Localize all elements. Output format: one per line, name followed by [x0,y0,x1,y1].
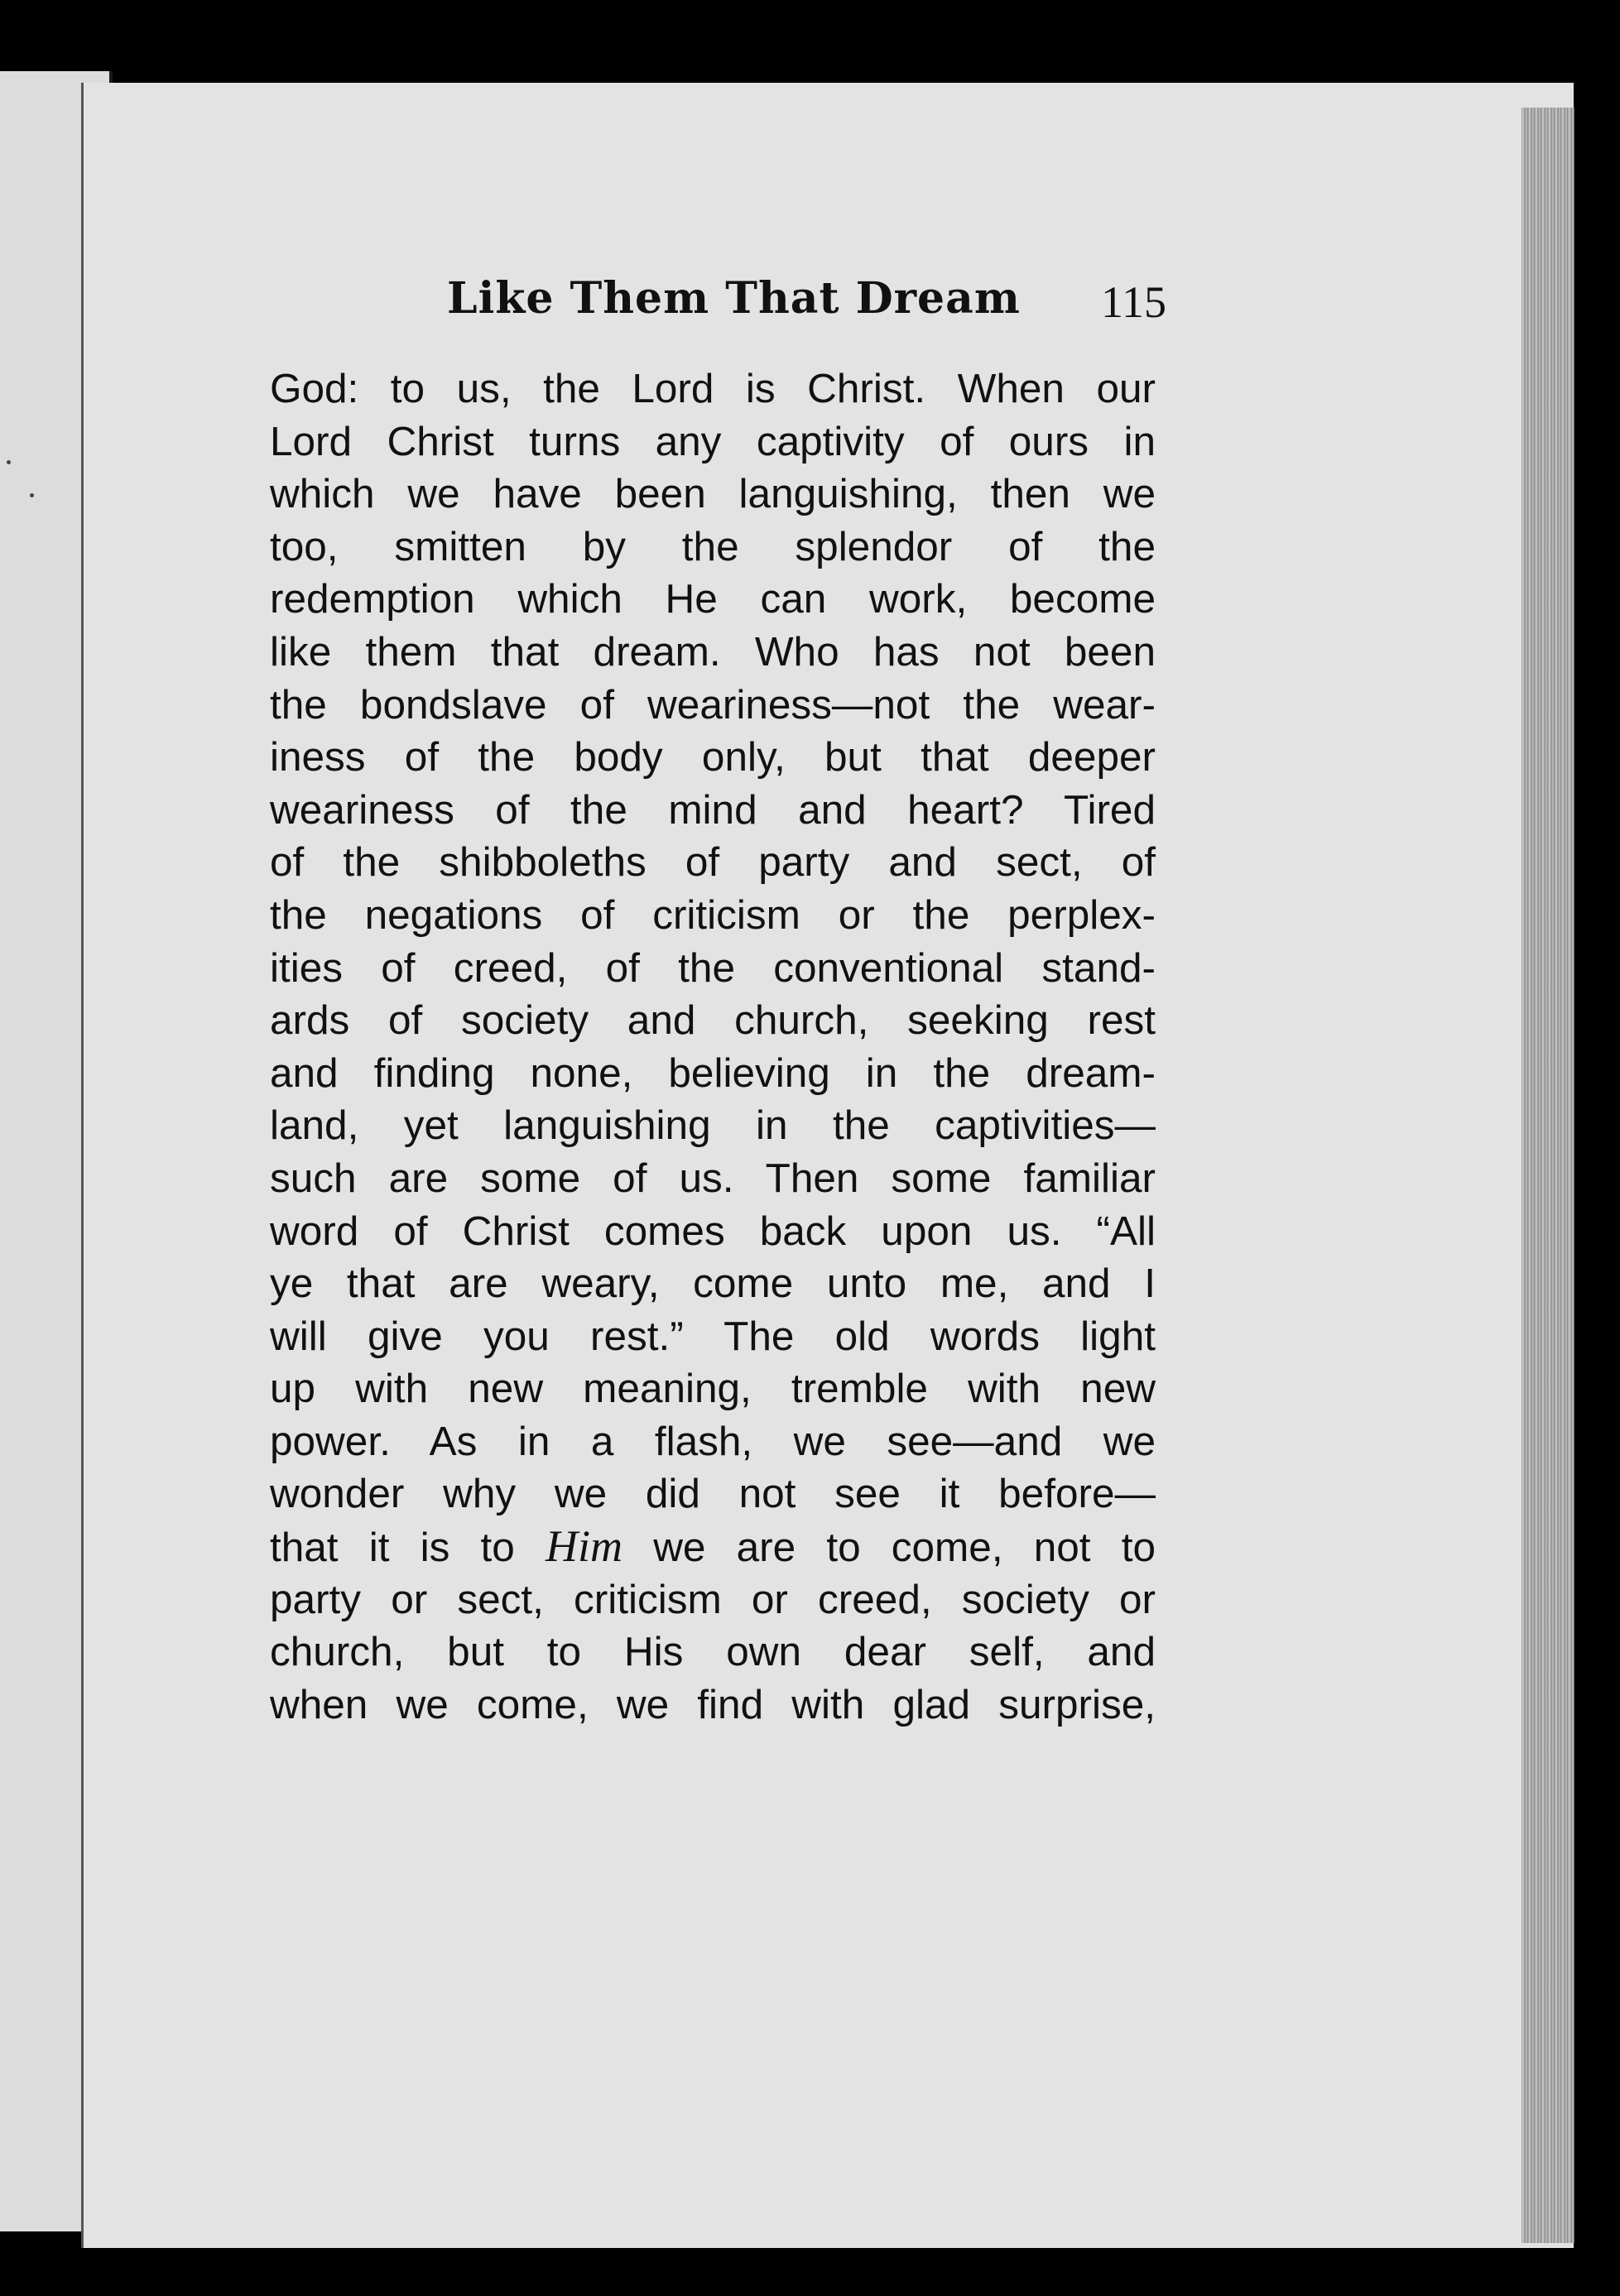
page-header [0,273,1620,339]
text-line: power. As in a flash, we see—and we [270,1418,1156,1464]
text-line: weariness of the mind and heart? Tired [270,786,1156,833]
text-line: ities of creed, of the conventional stand- [270,944,1156,991]
text-line: land, yet languishing in the captivities— [270,1102,1156,1149]
page-number: 115 [1101,277,1166,327]
text-line: of the shibboleths of party and sect, of [270,839,1156,886]
body-text [270,363,1156,1731]
text-line: such are some of us. Then some familiar [270,1155,1156,1201]
text-line-with-emphasis [270,1520,1156,1573]
text-line: party or sect, criticism or creed, society or [270,1576,1156,1622]
page-stack-edge [1521,108,1574,2243]
text-line: ye that are weary, come unto me, and I [270,1261,1156,1307]
text-line: the negations of criticism or the perplex- [270,891,1156,938]
text-line: Lord Christ turns any captivity of ours in [270,418,1156,464]
text-line: will give you rest.” The old words light [270,1313,1156,1359]
line-start: that it is to [270,1525,515,1571]
text-line: and finding none, believing in the dream- [270,1050,1156,1096]
text-line: redemption which He can work, become [270,576,1156,622]
text-line: too, smitten by the splendor of the [270,523,1156,569]
text-line: word of Christ comes back upon us. “All [270,1208,1156,1254]
text-line: when we come, we find with glad surprise, [270,1681,1156,1727]
text-line: like them that dream. Who has not been [270,628,1156,675]
text-line: the bondslave of weariness—not the wear- [270,681,1156,728]
running-head: Like Them That Dream [447,273,1021,324]
emphasized-word: Him [546,1521,623,1572]
text-line: ards of society and church, seeking rest [270,997,1156,1044]
text-line: up with new meaning, tremble with new [270,1366,1156,1412]
text-line: which we have been languishing, then we [270,471,1156,517]
scan-speck [30,493,34,497]
text-line: wonder why we did not see it before— [270,1471,1156,1517]
text-line: church, but to His own dear self, and [270,1629,1156,1675]
text-line: God: to us, the Lord is Christ. When our [270,366,1156,411]
scan-speck [7,460,11,464]
text-line: iness of the body only, but that deeper [270,734,1156,781]
line-end: we are to come, not to [653,1525,1156,1571]
